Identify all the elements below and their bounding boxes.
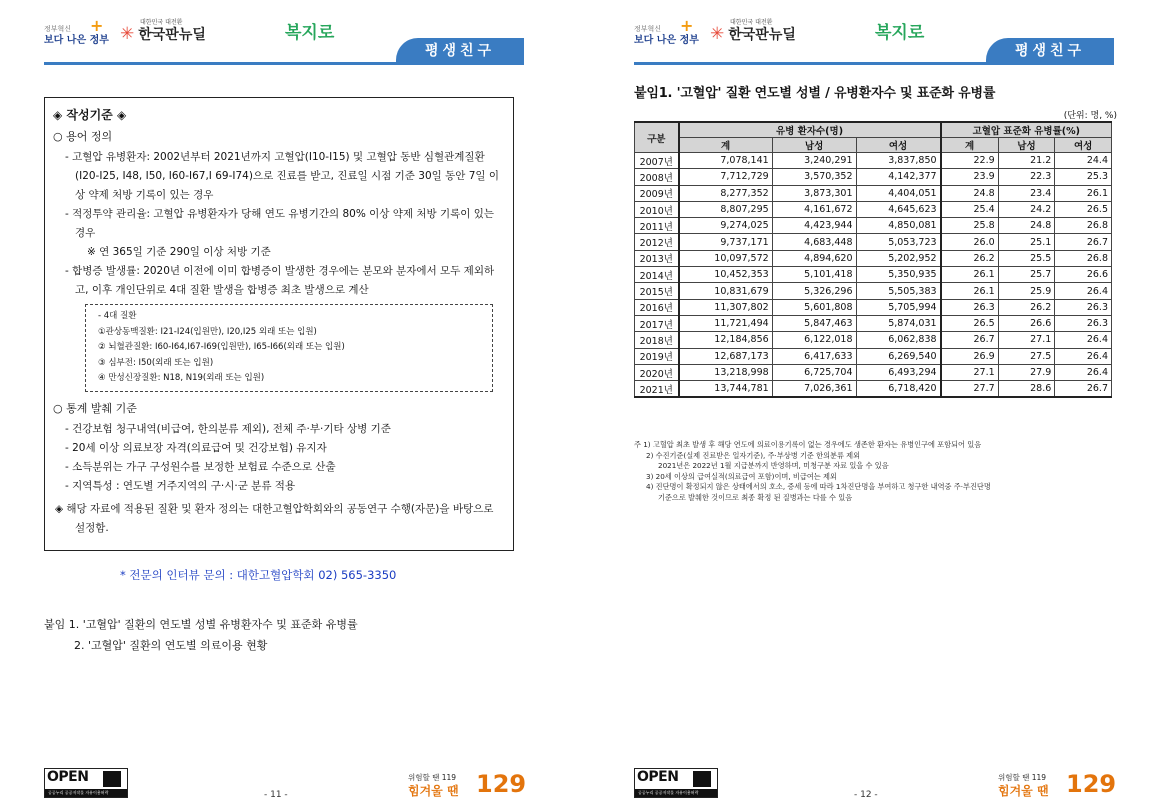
- header-bar: [634, 62, 1114, 65]
- value-cell: 24.8: [941, 185, 999, 201]
- table-row: [635, 364, 1112, 380]
- license-icon: [693, 771, 711, 787]
- value-cell: 25.3: [1055, 169, 1112, 185]
- value-cell: 26.6: [1055, 267, 1112, 283]
- value-cell: 5,601,808: [772, 299, 856, 315]
- value-cell: 24.4: [1055, 153, 1112, 169]
- open-license-logo: OPEN 공공누리 공공저작물 자유이용허락: [44, 768, 128, 798]
- value-cell: 25.8: [941, 218, 999, 234]
- value-cell: 5,202,952: [856, 250, 941, 266]
- year-cell: 2018년: [635, 332, 679, 348]
- year-cell: 2016년: [635, 299, 679, 315]
- header-tab: 평생친구: [396, 38, 524, 64]
- value-cell: 23.4: [998, 185, 1055, 201]
- value-cell: 26.1: [941, 267, 999, 283]
- value-cell: 26.4: [1055, 332, 1112, 348]
- col-header: 여성: [856, 138, 941, 153]
- value-cell: 6,725,704: [772, 364, 856, 380]
- value-cell: 4,683,448: [772, 234, 856, 250]
- plus-icon: +: [90, 16, 104, 35]
- value-cell: 27.9: [998, 364, 1055, 380]
- value-cell: 28.6: [998, 381, 1055, 397]
- korean-new-deal-logo: 대한민국 대전환 ✳ 한국판뉴딜: [120, 19, 206, 44]
- note-line: 2) 수진기준(실제 진료받은 일자기준), 주·부상병 기준 한의분류 제외: [646, 450, 861, 460]
- table-title: 붙임1. '고혈압' 질환 연도별 성별 / 유병환자수 및 표준화 유병률: [634, 86, 996, 101]
- value-cell: 26.7: [1055, 381, 1112, 397]
- value-cell: 27.5: [998, 348, 1055, 364]
- table-row: [635, 315, 1112, 331]
- value-cell: 8,807,295: [679, 201, 773, 217]
- col-header: 남성: [772, 138, 856, 153]
- value-cell: 7,078,141: [679, 153, 773, 169]
- disease-item: ③ 심부전: I50(외래 또는 입원): [98, 357, 214, 368]
- year-cell: 2015년: [635, 283, 679, 299]
- table-row: [635, 348, 1112, 364]
- value-cell: 23.9: [941, 169, 999, 185]
- gov-logo: 정부혁신 보다 나은 정부 +: [44, 16, 109, 46]
- year-cell: 2019년: [635, 348, 679, 364]
- value-cell: 5,053,723: [856, 234, 941, 250]
- disease-item: ② 뇌혈관질환: I60-I64,I67-I69(입원만), I65-I66(외래 또는 입원): [98, 342, 345, 352]
- value-cell: 26.0: [941, 234, 999, 250]
- open-license-logo: OPEN 공공누리 공공저작물 자유이용허락: [634, 768, 718, 798]
- col-group-patients: 유병 환자수(명): [679, 122, 941, 138]
- value-cell: 13,218,998: [679, 364, 773, 380]
- disease-item: ④ 만성신장질환: N18, N19(외래 또는 입원): [98, 373, 265, 383]
- section-extraction: ○ 통계 발췌 기준: [53, 401, 137, 415]
- value-cell: 4,161,672: [772, 201, 856, 217]
- page-header: [634, 18, 1114, 66]
- value-cell: 7,026,361: [772, 381, 856, 397]
- page-header: [44, 18, 524, 66]
- value-cell: 26.3: [941, 299, 999, 315]
- header-bar: [44, 62, 524, 65]
- value-cell: 24.8: [998, 218, 1055, 234]
- attachment-list: [44, 614, 358, 656]
- value-cell: 26.3: [1055, 315, 1112, 331]
- value-cell: 4,645,623: [856, 201, 941, 217]
- value-cell: 26.6: [998, 315, 1055, 331]
- header-tab: 평생친구: [986, 38, 1114, 64]
- value-cell: 26.4: [1055, 283, 1112, 299]
- hotline-129-logo: 위험할 땐 119 힘겨울 땐 129: [998, 770, 1117, 798]
- prevalence-table: [634, 121, 1112, 398]
- page-12: [590, 0, 1157, 808]
- contact-info: * 전문의 인터뷰 문의 : 대한고혈압학회 02) 565-3350: [120, 568, 397, 582]
- extraction-item: - 지역특성 : 연도별 거주지역의 구·시·군 분류 적용: [65, 479, 296, 492]
- table-notes: [634, 440, 1134, 503]
- value-cell: 24.2: [998, 201, 1055, 217]
- page-number: - 12 -: [854, 790, 878, 800]
- value-cell: 4,404,051: [856, 185, 941, 201]
- table-unit: (단위: 명, %): [1063, 111, 1117, 121]
- value-cell: 27.7: [941, 381, 999, 397]
- year-cell: 2009년: [635, 185, 679, 201]
- value-cell: 26.5: [1055, 201, 1112, 217]
- value-cell: 13,744,781: [679, 381, 773, 397]
- col-header: 여성: [1055, 138, 1112, 153]
- value-cell: 26.7: [1055, 234, 1112, 250]
- year-cell: 2011년: [635, 218, 679, 234]
- page-11: [0, 0, 560, 808]
- value-cell: 26.1: [941, 283, 999, 299]
- value-cell: 26.4: [1055, 364, 1112, 380]
- value-cell: 10,097,572: [679, 250, 773, 266]
- year-cell: 2017년: [635, 315, 679, 331]
- value-cell: 4,423,944: [772, 218, 856, 234]
- page-number: - 11 -: [264, 790, 288, 800]
- table-row: [635, 283, 1112, 299]
- section-definitions: ○ 용어 정의: [53, 130, 113, 143]
- table-row: [635, 267, 1112, 283]
- value-cell: 25.7: [998, 267, 1055, 283]
- value-cell: 25.1: [998, 234, 1055, 250]
- year-cell: 2020년: [635, 364, 679, 380]
- value-cell: 5,874,031: [856, 315, 941, 331]
- value-cell: 21.2: [998, 153, 1055, 169]
- value-cell: 5,350,935: [856, 267, 941, 283]
- value-cell: 26.3: [1055, 299, 1112, 315]
- table-row: [635, 185, 1112, 201]
- value-cell: 26.8: [1055, 250, 1112, 266]
- korean-new-deal-logo: 대한민국 대전환 ✳ 한국판뉴딜: [710, 19, 796, 44]
- value-cell: 4,142,377: [856, 169, 941, 185]
- value-cell: 5,101,418: [772, 267, 856, 283]
- value-cell: 5,847,463: [772, 315, 856, 331]
- value-cell: 4,850,081: [856, 218, 941, 234]
- value-cell: 26.4: [1055, 348, 1112, 364]
- value-cell: 5,705,994: [856, 299, 941, 315]
- value-cell: 26.1: [1055, 185, 1112, 201]
- year-cell: 2012년: [635, 234, 679, 250]
- value-cell: 22.3: [998, 169, 1055, 185]
- value-cell: 6,493,294: [856, 364, 941, 380]
- table-row: [635, 153, 1112, 169]
- value-cell: 7,712,729: [679, 169, 773, 185]
- criteria-box: [44, 97, 514, 551]
- year-cell: 2013년: [635, 250, 679, 266]
- value-cell: 4,894,620: [772, 250, 856, 266]
- year-cell: 2008년: [635, 169, 679, 185]
- definition-item: - 적정투약 관리율: 고혈압 유병환자가 당해 연도 유병기간의 80% 이상 약제 처방 기록이 있는 경우: [65, 208, 495, 239]
- star-icon: ✳: [120, 24, 135, 44]
- value-cell: 12,687,173: [679, 348, 773, 364]
- value-cell: 25.9: [998, 283, 1055, 299]
- disease-list-title: - 4대 질환: [98, 311, 137, 321]
- value-cell: 3,837,850: [856, 153, 941, 169]
- value-cell: 26.7: [941, 332, 999, 348]
- value-cell: 6,718,420: [856, 381, 941, 397]
- table-row: [635, 218, 1112, 234]
- value-cell: 26.9: [941, 348, 999, 364]
- value-cell: 26.5: [941, 315, 999, 331]
- note-line: 2021년은 2022년 1월 지급분까지 반영하며, 미청구분 자료 있을 수 있음: [658, 461, 889, 470]
- plus-icon: +: [680, 16, 694, 35]
- value-cell: 25.4: [941, 201, 999, 217]
- table-row: [635, 381, 1112, 397]
- table-row: [635, 299, 1112, 315]
- year-cell: 2010년: [635, 201, 679, 217]
- value-cell: 6,122,018: [772, 332, 856, 348]
- bokjiro-logo: 복지로: [285, 23, 335, 43]
- value-cell: 6,269,540: [856, 348, 941, 364]
- value-cell: 10,452,353: [679, 267, 773, 283]
- extraction-item: - 건강보험 청구내역(비급여, 한의분류 제외), 전체 주·부·기타 상병 기준: [65, 422, 391, 435]
- hotline-129-logo: 위험할 땐 119 힘겨울 땐 129: [408, 770, 527, 798]
- col-header: 계: [941, 138, 999, 153]
- value-cell: 26.2: [941, 250, 999, 266]
- definition-item: - 고혈압 유병환자: 2002년부터 2021년까지 고혈압(I10-I15) 및 고혈압 동반 심혈관계질환(I20-I25, I48, I50, I60-I67,I 69-I74)으로 진료를 받고, 진료일 시점 기준 30일 동안 7일 이상 약제 처방 기록이 있는 경우: [65, 151, 500, 201]
- value-cell: 26.8: [1055, 218, 1112, 234]
- value-cell: 27.1: [941, 364, 999, 380]
- note-line: 주 1) 고혈압 최초 발생 후 해당 연도에 의료이용기록이 없는 경우에도 생존한 환자는 유병인구에 포함되어 있음: [634, 440, 982, 449]
- attachment-item: 붙임 1. '고혈압' 질환의 연도별 성별 유병환자수 및 표준화 유병률: [44, 618, 358, 631]
- value-cell: 5,505,383: [856, 283, 941, 299]
- table-row: [635, 250, 1112, 266]
- value-cell: 11,307,802: [679, 299, 773, 315]
- value-cell: 27.1: [998, 332, 1055, 348]
- value-cell: 6,417,633: [772, 348, 856, 364]
- table-row: [635, 234, 1112, 250]
- license-icon: [103, 771, 121, 787]
- value-cell: 9,274,025: [679, 218, 773, 234]
- table-row: [635, 332, 1112, 348]
- col-group-rate: 고혈압 표준화 유병률(%): [941, 122, 1112, 138]
- value-cell: 3,873,301: [772, 185, 856, 201]
- year-cell: 2021년: [635, 381, 679, 397]
- extraction-item: - 소득분위는 가구 구성원수를 보정한 보험료 수준으로 산출: [65, 460, 336, 473]
- note-line: 3) 20세 이상의 급여실적(의료급여 포함)이며, 비급여는 제외: [646, 471, 837, 481]
- gov-logo: 정부혁신 보다 나은 정부 +: [634, 16, 699, 46]
- attachment-item: 2. '고혈압' 질환의 연도별 의료이용 현황: [74, 639, 268, 652]
- value-cell: 5,326,296: [772, 283, 856, 299]
- extraction-item: - 20세 이상 의료보장 자격(의료급여 및 건강보험) 유지자: [65, 441, 327, 454]
- table-row: [635, 201, 1112, 217]
- value-cell: 8,277,352: [679, 185, 773, 201]
- value-cell: 26.2: [998, 299, 1055, 315]
- note-line: 기준으로 발췌한 것이므로 최종 확정 된 질병과는 다를 수 있음: [658, 492, 853, 502]
- year-cell: 2007년: [635, 153, 679, 169]
- disease-item: ①관상동맥질환: I21-I24(입원만), I20,I25 외래 또는 입원): [98, 326, 317, 337]
- bokjiro-logo: 복지로: [875, 23, 925, 43]
- value-cell: 10,831,679: [679, 283, 773, 299]
- criteria-footnote: ◈ 해당 자료에 적용된 질환 및 환자 정의는 대한고혈압학회와의 공동연구 수행(자문)을 바탕으로 설정함.: [55, 502, 494, 534]
- value-cell: 25.5: [998, 250, 1055, 266]
- note-line: 4) 진단명이 확정되지 않은 상태에서의 호소, 증세 등에 따라 1차진단명을 부여하고 청구한 내역중 주·부진단명: [646, 482, 991, 491]
- value-cell: 3,570,352: [772, 169, 856, 185]
- table-row: [635, 169, 1112, 185]
- value-cell: 12,184,856: [679, 332, 773, 348]
- value-cell: 9,737,171: [679, 234, 773, 250]
- year-cell: 2014년: [635, 267, 679, 283]
- disease-list: [85, 304, 493, 392]
- value-cell: 11,721,494: [679, 315, 773, 331]
- definition-note: ※ 연 365일 기준 290일 이상 처방 기준: [87, 246, 271, 258]
- col-header-category: 구분: [635, 122, 679, 153]
- definition-item: - 합병증 발생률: 2020년 이전에 이미 합병증이 발생한 경우에는 분모와 분자에서 모두 제외하고, 이후 개인단위로 4대 질환 발생을 합병증 최초 발생으로 계산: [65, 265, 495, 296]
- value-cell: 3,240,291: [772, 153, 856, 169]
- table-body: [635, 153, 1112, 397]
- value-cell: 22.9: [941, 153, 999, 169]
- star-icon: ✳: [710, 24, 725, 44]
- col-header: 남성: [998, 138, 1055, 153]
- value-cell: 6,062,838: [856, 332, 941, 348]
- col-header: 계: [679, 138, 773, 153]
- criteria-title: ◈ 작성기준 ◈: [53, 108, 127, 122]
